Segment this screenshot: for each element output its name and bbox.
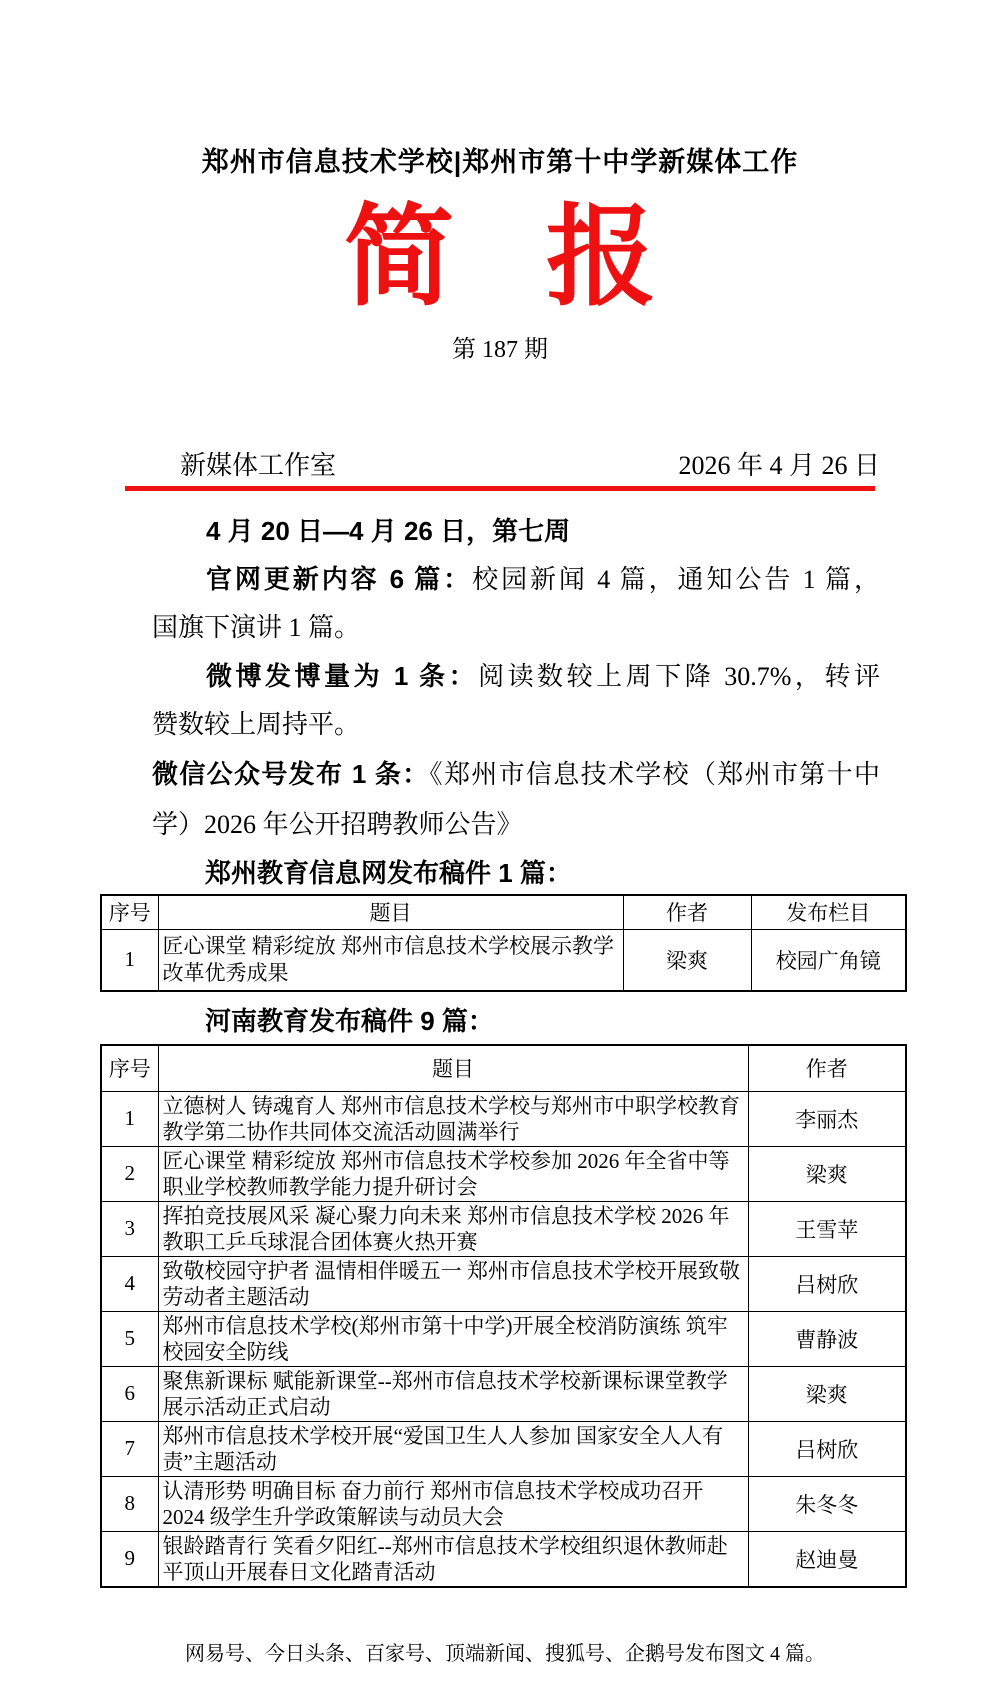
- section-heading-zhengzhou-edu: 郑州教育信息网发布稿件 1 篇：: [205, 858, 572, 888]
- row-seq: 4: [101, 1256, 158, 1311]
- bulletin-title: [0, 196, 1000, 319]
- header-author: 作者: [623, 895, 751, 929]
- table-row: [101, 1146, 906, 1201]
- official-site-lead: 官网更新内容 6 篇：: [206, 564, 473, 594]
- paragraph-weibo: [152, 652, 880, 749]
- header-seq: 序号: [101, 895, 158, 929]
- row-title: 聚焦新课标 赋能新课堂--郑州市信息技术学校新课标课堂教学展示活动正式启动: [158, 1366, 748, 1421]
- zhengzhou-edu-table: [100, 894, 907, 992]
- row-title: 郑州市信息技术学校(郑州市第十中学)开展全校消防演练 筑牢校园安全防线: [158, 1311, 748, 1366]
- organization-title: 郑州市信息技术学校|郑州市第十中学新媒体工作: [201, 147, 799, 177]
- weibo-lead: 微博发博量为 1 条：: [206, 661, 479, 691]
- row-title: 致敬校园守护者 温情相伴暖五一 郑州市信息技术学校开展致敬劳动者主题活动: [158, 1256, 748, 1311]
- summary-paragraphs: [152, 507, 880, 850]
- paragraph-wechat: [152, 749, 880, 850]
- row-author: 曹静波: [748, 1311, 906, 1366]
- row-author: 李丽杰: [748, 1091, 906, 1146]
- table-row: [101, 1311, 906, 1366]
- bulletin-title-char-1: 简: [344, 196, 454, 319]
- row-author: 吕树欣: [748, 1421, 906, 1476]
- row-seq: 7: [101, 1421, 158, 1476]
- table-row: [101, 1421, 906, 1476]
- row-author: 王雪苹: [748, 1201, 906, 1256]
- table-row: [101, 1366, 906, 1421]
- row-seq: 3: [101, 1201, 158, 1256]
- weibo-line-2: 赞数较上周持平。: [152, 710, 361, 739]
- row-title: 郑州市信息技术学校开展“爱国卫生人人参加 国家安全人人有责”主题活动: [158, 1421, 748, 1476]
- header-author: 作者: [748, 1045, 906, 1091]
- row-seq: 1: [101, 1091, 158, 1146]
- week-range-line: 4 月 20 日—4 月 26 日，第七周: [206, 516, 571, 546]
- table-header-row: [101, 1045, 906, 1091]
- header-seq: 序号: [101, 1045, 158, 1091]
- platforms-summary-note: 网易号、今日头条、百家号、顶端新闻、搜狐号、企鹅号发布图文 4 篇。: [185, 1642, 825, 1665]
- row-seq: 1: [101, 929, 158, 991]
- row-author: 赵迪曼: [748, 1531, 906, 1587]
- issue-number: 第 187 期: [452, 337, 548, 363]
- bulletin-title-char-2: 报: [546, 196, 656, 319]
- wechat-line-1: [152, 749, 880, 800]
- wechat-line-2: 学）2026 年公开招聘教师公告》: [152, 810, 523, 839]
- weibo-line-1: [152, 652, 880, 701]
- table-row: [101, 929, 906, 991]
- table-header-row: [101, 895, 906, 929]
- row-seq: 5: [101, 1311, 158, 1366]
- row-author: 梁爽: [623, 929, 751, 991]
- row-author: 梁爽: [748, 1146, 906, 1201]
- wechat-lead: 微信公众号发布 1 条：: [152, 759, 430, 789]
- row-title: 银龄踏青行 笑看夕阳红--郑州市信息技术学校组织退休教师赴平顶山开展春日文化踏青活动: [158, 1531, 748, 1587]
- table-row: [101, 1091, 906, 1146]
- header-title: 题目: [158, 895, 623, 929]
- row-column: 校园广角镜: [751, 929, 906, 991]
- henan-edu-table: [100, 1044, 907, 1588]
- red-divider: [125, 486, 875, 491]
- official-site-line-1: [152, 555, 880, 604]
- row-title: 匠心课堂 精彩绽放 郑州市信息技术学校参加 2026 年全省中等职业学校教师教学能力提升研讨会: [158, 1146, 748, 1201]
- row-author: 朱冬冬: [748, 1476, 906, 1531]
- table-row: [101, 1256, 906, 1311]
- row-title: 立德树人 铸魂育人 郑州市信息技术学校与郑州市中职学校教育教学第二协作共同体交流活动圆满举行: [158, 1091, 748, 1146]
- weibo-rest: 阅读数较上周下降 30.7%，转评: [478, 662, 880, 691]
- row-seq: 9: [101, 1531, 158, 1587]
- row-author: 梁爽: [748, 1366, 906, 1421]
- section-heading-henan-edu: 河南教育发布稿件 9 篇：: [205, 1006, 494, 1036]
- official-site-line-2: 国旗下演讲 1 篇。: [152, 613, 361, 642]
- row-title: 挥拍竞技展风采 凝心聚力向未来 郑州市信息技术学校 2026 年教职工乒乓球混合团体赛火热开赛: [158, 1201, 748, 1256]
- row-title: 匠心课堂 精彩绽放 郑州市信息技术学校展示教学改革优秀成果: [158, 929, 623, 991]
- table-row: [101, 1531, 906, 1587]
- issue-date: 2026 年 4 月 26 日: [678, 451, 880, 480]
- issuer-name: 新媒体工作室: [180, 451, 337, 480]
- wechat-rest: 《郑州市信息技术学校（郑州市第十中: [429, 760, 880, 789]
- table-row: [101, 1476, 906, 1531]
- row-author: 吕树欣: [748, 1256, 906, 1311]
- paragraph-official-site: [152, 555, 880, 652]
- header-column: 发布栏目: [751, 895, 906, 929]
- row-seq: 6: [101, 1366, 158, 1421]
- row-title: 认清形势 明确目标 奋力前行 郑州市信息技术学校成功召开 2024 级学生升学政策解读与动员大会: [158, 1476, 748, 1531]
- official-site-rest: 校园新闻 4 篇，通知公告 1 篇，: [472, 565, 880, 594]
- row-seq: 2: [101, 1146, 158, 1201]
- issuer-row: [180, 450, 880, 482]
- row-seq: 8: [101, 1476, 158, 1531]
- table-row: [101, 1201, 906, 1256]
- header-title: 题目: [158, 1045, 748, 1091]
